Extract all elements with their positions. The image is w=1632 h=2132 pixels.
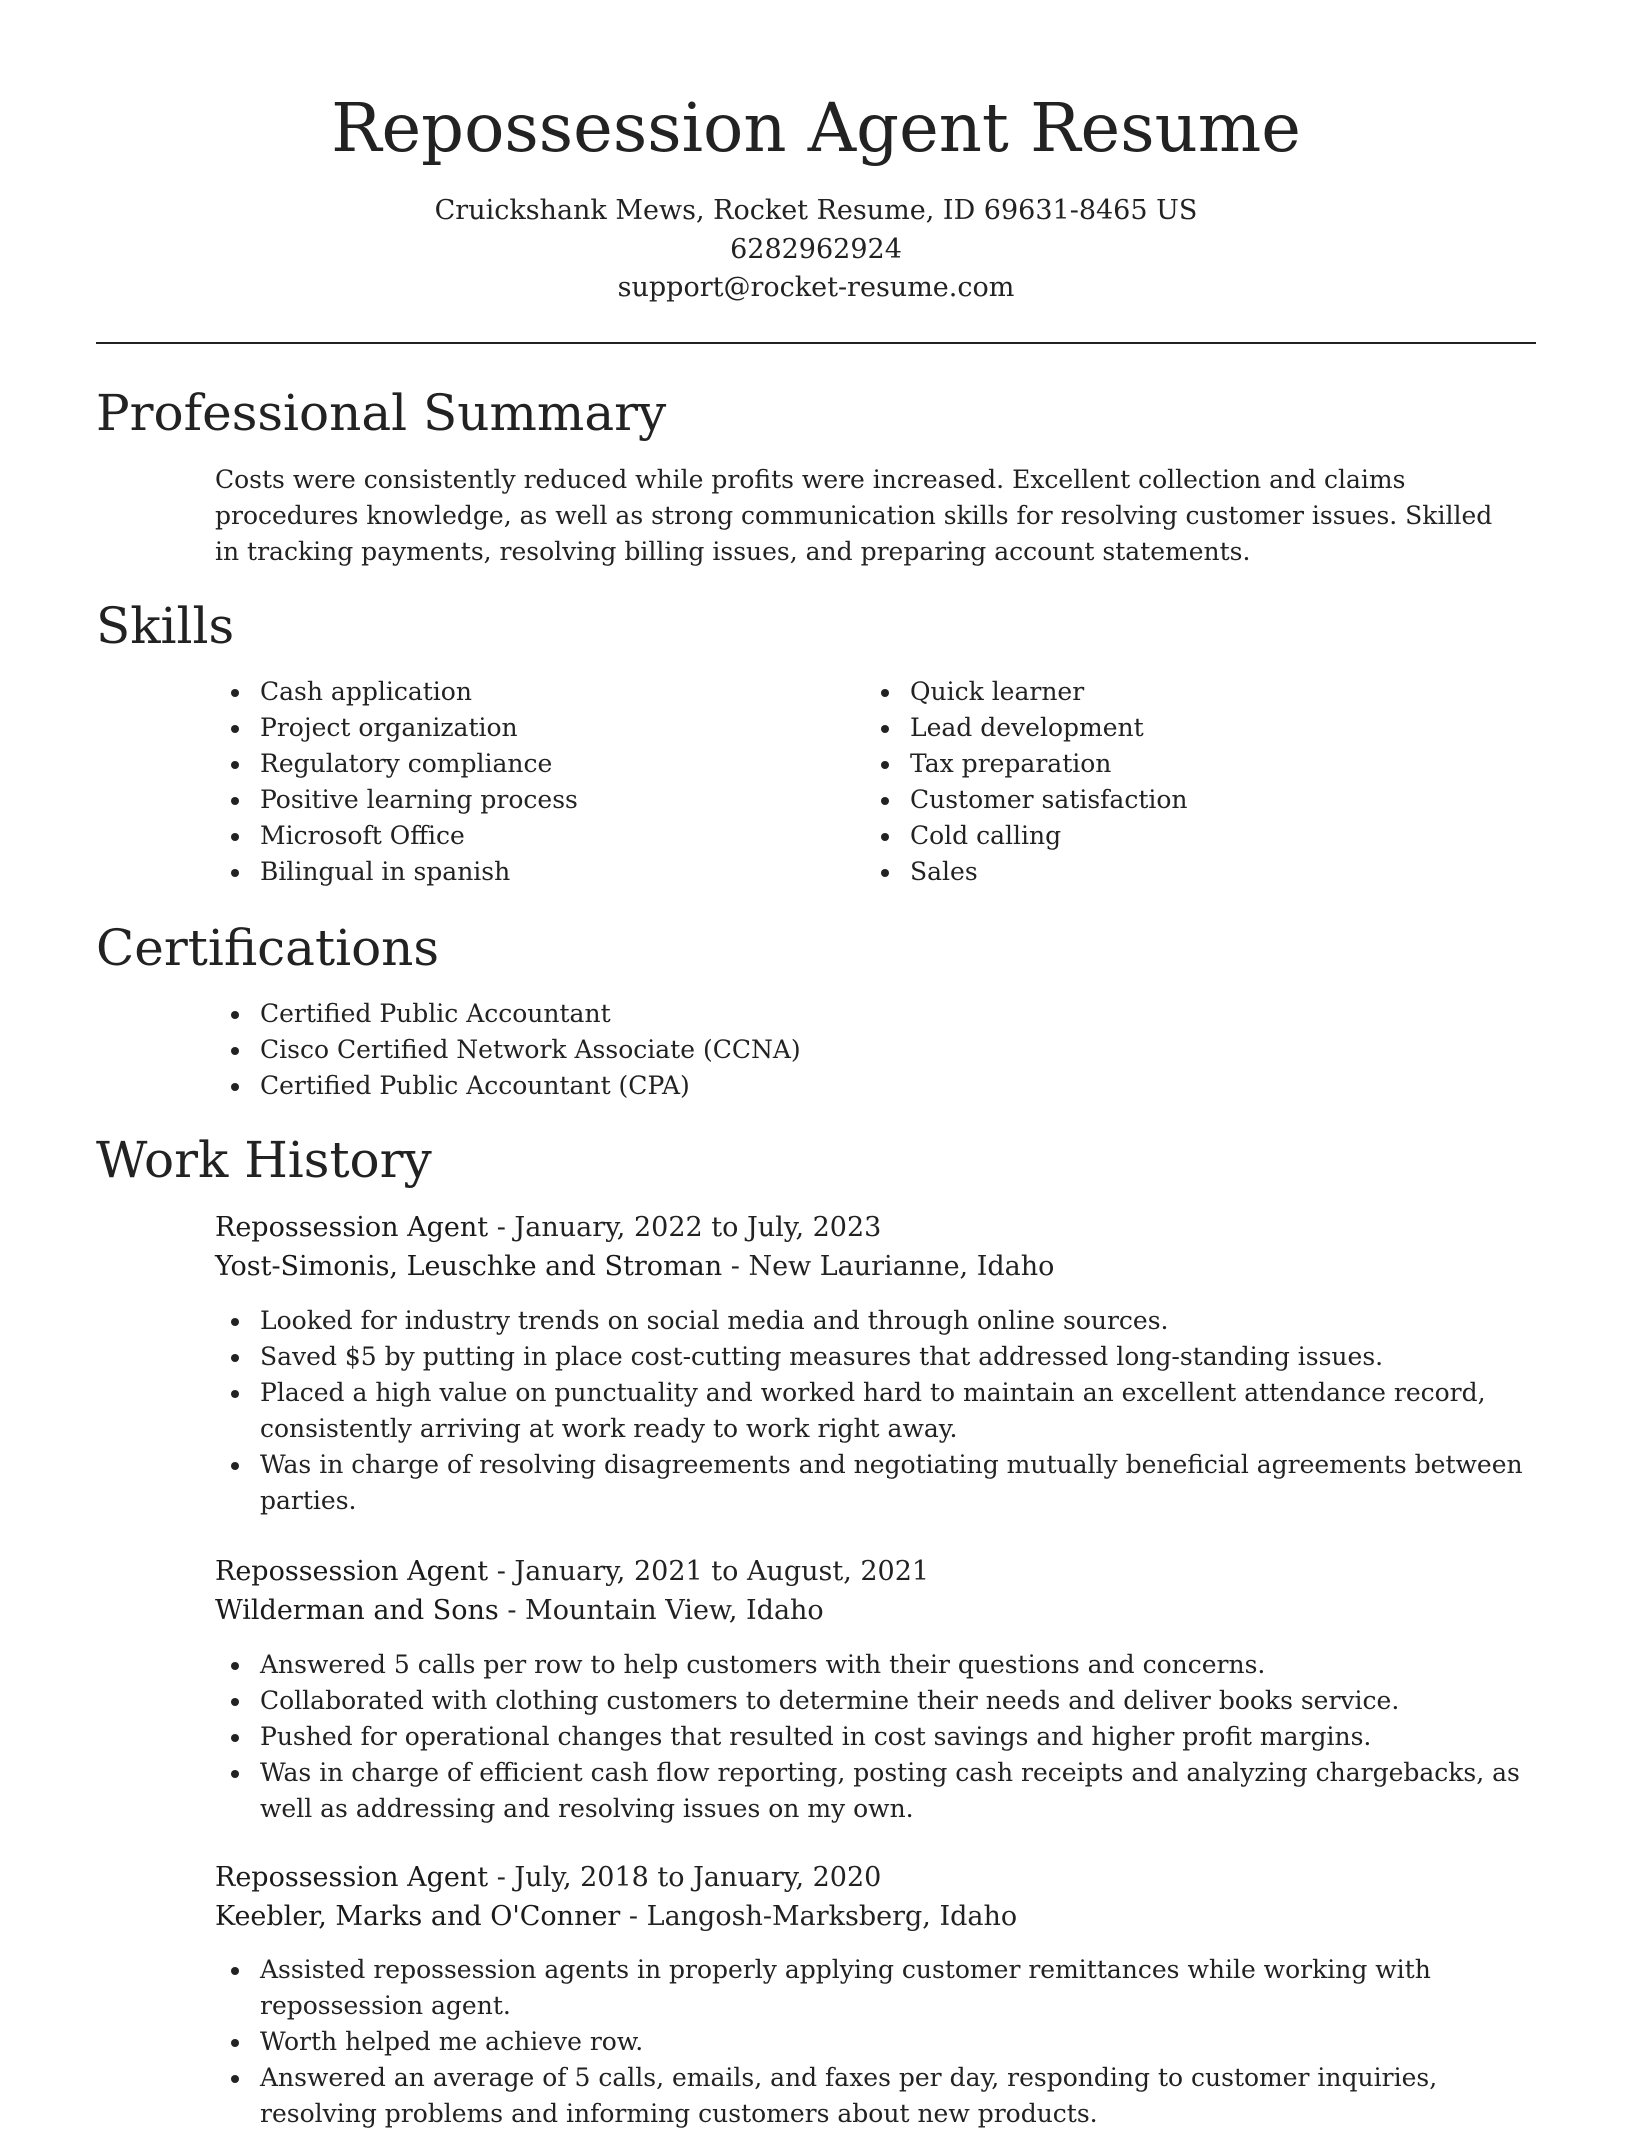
job-dates: January, 2022 to July, 2023 [514,1212,882,1243]
job-role: Repossession Agent [215,1556,489,1587]
skill-item: Cash application [215,674,835,710]
job-bullet: Answered 5 calls per row to help customers with their questions and concerns. [215,1647,1535,1683]
skill-item: Cold calling [865,818,1515,854]
skills-list-right [865,674,1515,890]
skill-item: Sales [865,854,1515,890]
contact-email: support@rocket-resume.com [617,272,1015,303]
summary-heading: Professional Summary [96,384,667,442]
job-role: Repossession Agent [215,1212,489,1243]
job-bullet: Answered an average of 5 calls, emails, and faxes per day, responding to customer inquiries, resolving problems and informing customers about new products. [215,2060,1535,2132]
work-history-heading: Work History [96,1131,432,1189]
job-location: Langosh-Marksberg, Idaho [646,1901,1018,1932]
job-bullet: Worth helped me achieve row. [215,2024,1535,2060]
job-company: Keebler, Marks and O'Conner [215,1901,621,1932]
job-bullets [215,1952,1535,2132]
job-bullet: Was in charge of efficient cash flow reporting, posting cash receipts and analyzing chargebacks, as well as addressing and resolving issues on my own. [215,1755,1535,1827]
job-bullet: Was in charge of resolving disagreements and negotiating mutually beneficial agreements between parties. [215,1447,1535,1519]
certification-item: Certified Public Accountant (CPA) [215,1068,1515,1104]
skill-item: Lead development [865,710,1515,746]
job-bullets [215,1647,1535,1827]
job-company-line: Yost-Simonis, Leuschke and Stroman - New Laurianne, Idaho [215,1251,1055,1282]
certification-item: Cisco Certified Network Associate (CCNA) [215,1032,1515,1068]
page-title: Repossession Agent Resume [331,89,1301,167]
job-location: New Laurianne, Idaho [748,1251,1055,1282]
job-company: Yost-Simonis, Leuschke and Stroman [215,1251,723,1282]
header-divider [96,342,1536,344]
job-bullet: Saved $5 by putting in place cost-cutting measures that addressed long-standing issues. [215,1339,1535,1375]
summary-text: Costs were consistently reduced while profits were increased. Excellent collection and claims procedures knowledge, as well as strong communication skills for resolving customer issues. Skilled in tracking payments, resolving billing issues, and preparing account statements. [215,465,1493,566]
job-company: Wilderman and Sons [215,1595,499,1626]
job-title-line: Repossession Agent - July, 2018 to January, 2020 [215,1862,882,1893]
skill-item: Project organization [215,710,835,746]
skill-item: Microsoft Office [215,818,835,854]
job-bullets [215,1303,1535,1519]
skills-heading: Skills [96,597,235,655]
contact-phone: 6282962924 [730,234,902,265]
job-bullet: Looked for industry trends on social media and through online sources. [215,1303,1535,1339]
certification-item: Certified Public Accountant [215,996,1515,1032]
job-location: Mountain View, Idaho [525,1595,824,1626]
job-dates: January, 2021 to August, 2021 [514,1556,930,1587]
contact-address: Cruickshank Mews, Rocket Resume, ID 69631-8465 US [434,195,1198,226]
skill-item: Positive learning process [215,782,835,818]
certifications-heading: Certifications [96,919,440,977]
skill-item: Regulatory compliance [215,746,835,782]
job-bullet: Pushed for operational changes that resulted in cost savings and higher profit margins. [215,1719,1535,1755]
job-company-line: Keebler, Marks and O'Conner - Langosh-Marksberg, Idaho [215,1901,1018,1932]
skill-item: Tax preparation [865,746,1515,782]
job-title-line: Repossession Agent - January, 2021 to August, 2021 [215,1556,930,1587]
skills-list-left [215,674,835,890]
job-bullet: Collaborated with clothing customers to determine their needs and deliver books service. [215,1683,1535,1719]
job-title-line: Repossession Agent - January, 2022 to July, 2023 [215,1212,882,1243]
job-role: Repossession Agent [215,1862,489,1893]
skill-item: Customer satisfaction [865,782,1515,818]
job-company-line: Wilderman and Sons - Mountain View, Idaho [215,1595,824,1626]
certifications-list [215,996,1515,1104]
job-bullet: Assisted repossession agents in properly applying customer remittances while working with repossession agent. [215,1952,1535,2024]
skill-item: Bilingual in spanish [215,854,835,890]
job-dates: July, 2018 to January, 2020 [514,1862,882,1893]
skill-item: Quick learner [865,674,1515,710]
job-bullet: Placed a high value on punctuality and worked hard to maintain an excellent attendance record, consistently arriving at work ready to work right away. [215,1375,1535,1447]
